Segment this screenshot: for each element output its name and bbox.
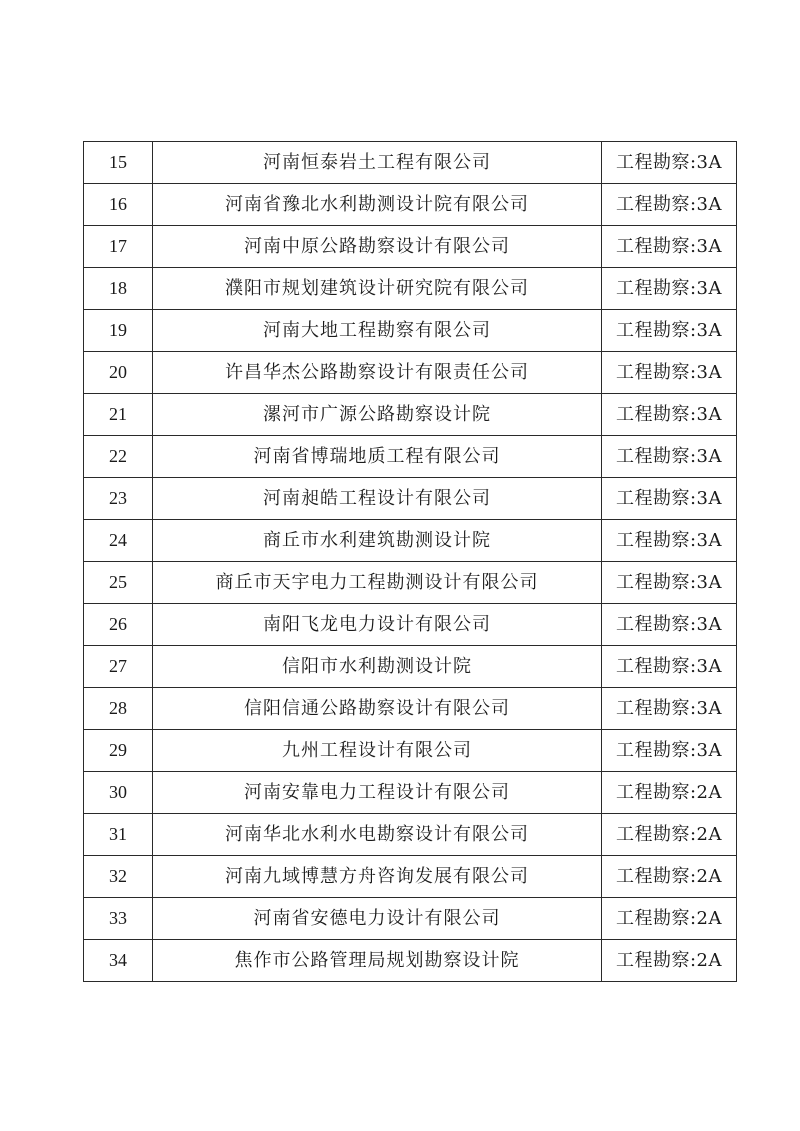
row-number: 18 [84, 268, 153, 310]
qualification-grade: 工程勘察:2A [602, 898, 737, 940]
row-number: 34 [84, 940, 153, 982]
table-row [84, 142, 737, 184]
table-row [84, 562, 737, 604]
row-number: 23 [84, 478, 153, 520]
row-number: 25 [84, 562, 153, 604]
row-number: 21 [84, 394, 153, 436]
table-body [84, 142, 737, 982]
company-name: 南阳飞龙电力设计有限公司 [153, 604, 602, 646]
qualification-grade: 工程勘察:3A [602, 604, 737, 646]
company-name: 漯河市广源公路勘察设计院 [153, 394, 602, 436]
row-number: 31 [84, 814, 153, 856]
qualification-grade: 工程勘察:3A [602, 268, 737, 310]
qualification-grade: 工程勘察:2A [602, 814, 737, 856]
company-name: 信阳信通公路勘察设计有限公司 [153, 688, 602, 730]
company-name: 信阳市水利勘测设计院 [153, 646, 602, 688]
company-name: 九州工程设计有限公司 [153, 730, 602, 772]
company-name: 河南省豫北水利勘测设计院有限公司 [153, 184, 602, 226]
row-number: 26 [84, 604, 153, 646]
row-number: 15 [84, 142, 153, 184]
qualification-grade: 工程勘察:3A [602, 436, 737, 478]
row-number: 27 [84, 646, 153, 688]
qualification-grade: 工程勘察:3A [602, 730, 737, 772]
row-number: 28 [84, 688, 153, 730]
table-row [84, 898, 737, 940]
row-number: 29 [84, 730, 153, 772]
table-row [84, 520, 737, 562]
company-name: 河南大地工程勘察有限公司 [153, 310, 602, 352]
qualification-grade: 工程勘察:3A [602, 352, 737, 394]
qualification-grade: 工程勘察:3A [602, 184, 737, 226]
company-qualification-table [83, 141, 737, 982]
row-number: 30 [84, 772, 153, 814]
company-name: 濮阳市规划建筑设计研究院有限公司 [153, 268, 602, 310]
company-name: 河南省安德电力设计有限公司 [153, 898, 602, 940]
company-name: 商丘市水利建筑勘测设计院 [153, 520, 602, 562]
qualification-grade: 工程勘察:3A [602, 520, 737, 562]
company-name: 焦作市公路管理局规划勘察设计院 [153, 940, 602, 982]
qualification-grade: 工程勘察:2A [602, 856, 737, 898]
company-name: 许昌华杰公路勘察设计有限责任公司 [153, 352, 602, 394]
qualification-grade: 工程勘察:3A [602, 688, 737, 730]
table-row [84, 352, 737, 394]
row-number: 33 [84, 898, 153, 940]
company-name: 商丘市天宇电力工程勘测设计有限公司 [153, 562, 602, 604]
table-row [84, 856, 737, 898]
table-row [84, 268, 737, 310]
table-row [84, 730, 737, 772]
table-row [84, 310, 737, 352]
company-name: 河南中原公路勘察设计有限公司 [153, 226, 602, 268]
table-row [84, 604, 737, 646]
table-row [84, 940, 737, 982]
row-number: 19 [84, 310, 153, 352]
row-number: 16 [84, 184, 153, 226]
qualification-grade: 工程勘察:3A [602, 394, 737, 436]
row-number: 17 [84, 226, 153, 268]
table-row [84, 184, 737, 226]
company-name: 河南华北水利水电勘察设计有限公司 [153, 814, 602, 856]
qualification-grade: 工程勘察:3A [602, 310, 737, 352]
qualification-grade: 工程勘察:3A [602, 226, 737, 268]
company-name: 河南省博瑞地质工程有限公司 [153, 436, 602, 478]
table-row [84, 226, 737, 268]
qualification-grade: 工程勘察:3A [602, 478, 737, 520]
table-row [84, 646, 737, 688]
qualification-grade: 工程勘察:3A [602, 646, 737, 688]
qualification-grade: 工程勘察:2A [602, 940, 737, 982]
table-row [84, 394, 737, 436]
row-number: 32 [84, 856, 153, 898]
row-number: 20 [84, 352, 153, 394]
company-name: 河南昶皓工程设计有限公司 [153, 478, 602, 520]
table-row [84, 814, 737, 856]
company-name: 河南恒泰岩土工程有限公司 [153, 142, 602, 184]
table-row [84, 772, 737, 814]
row-number: 24 [84, 520, 153, 562]
qualification-grade: 工程勘察:3A [602, 562, 737, 604]
qualification-grade: 工程勘察:3A [602, 142, 737, 184]
qualification-grade: 工程勘察:2A [602, 772, 737, 814]
table-row [84, 478, 737, 520]
row-number: 22 [84, 436, 153, 478]
company-name: 河南安靠电力工程设计有限公司 [153, 772, 602, 814]
company-name: 河南九域博慧方舟咨询发展有限公司 [153, 856, 602, 898]
table-row [84, 436, 737, 478]
table-row [84, 688, 737, 730]
